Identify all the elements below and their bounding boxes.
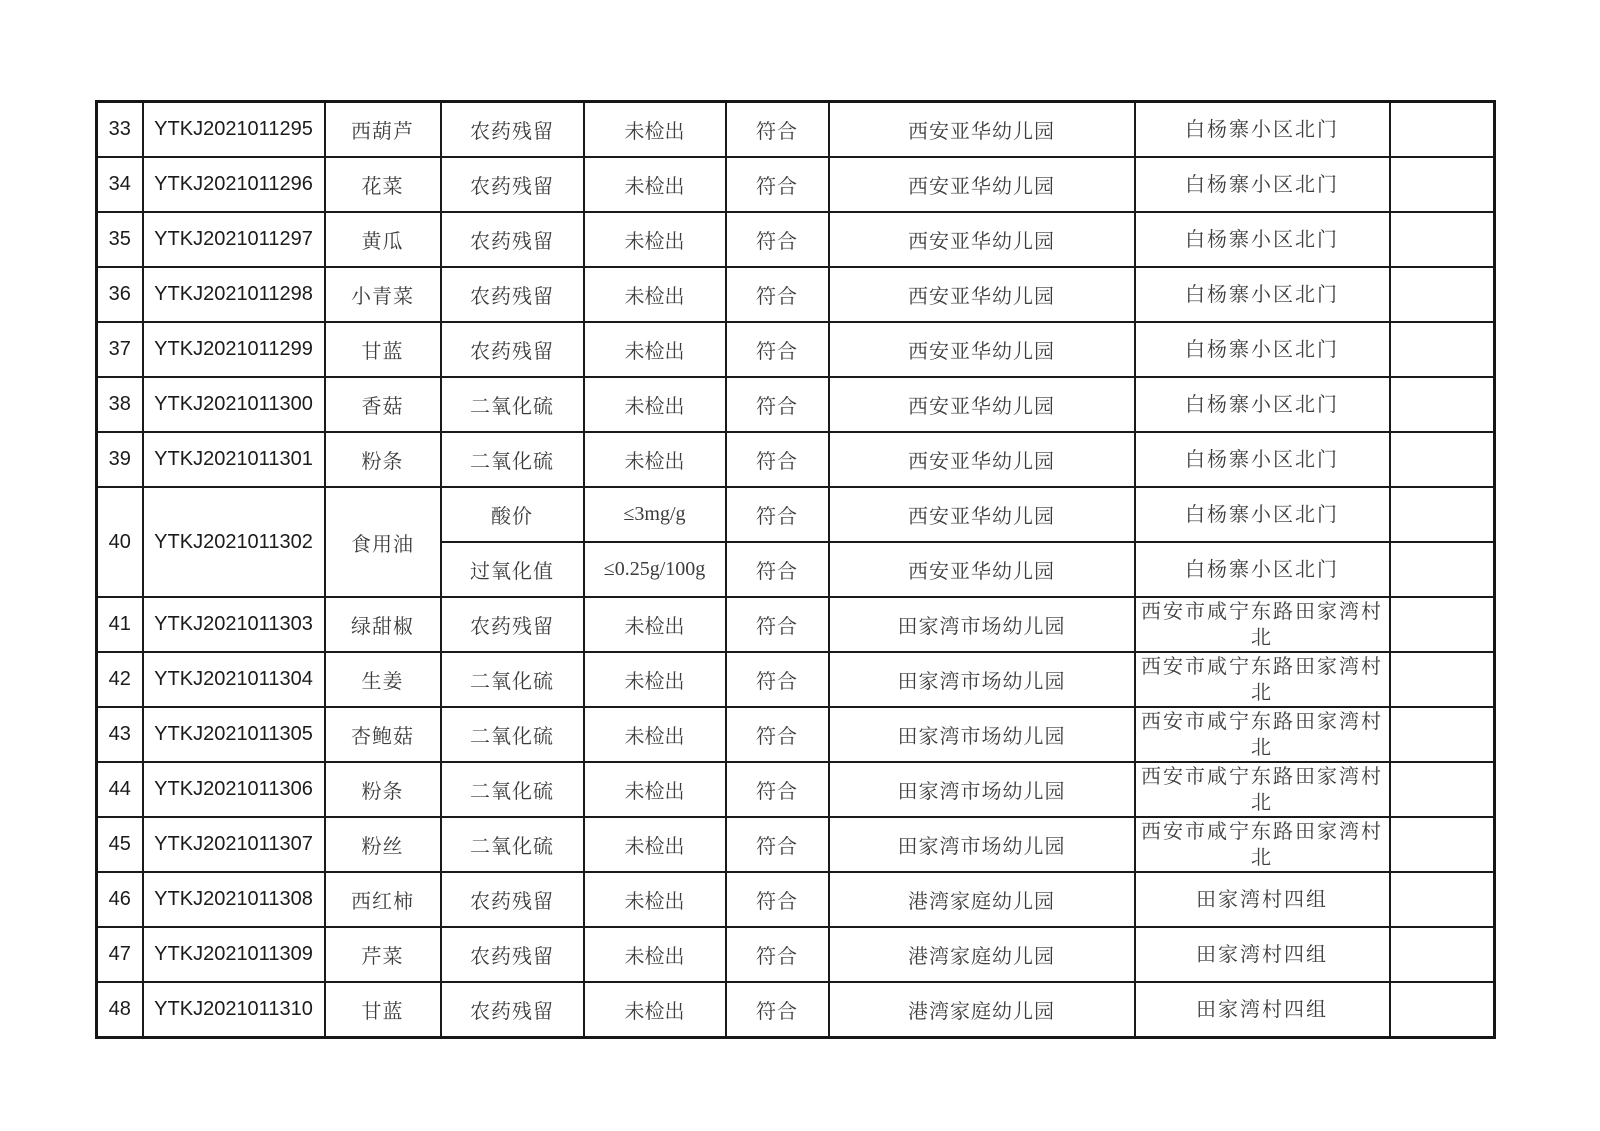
cell-conclusion: 符合	[726, 432, 829, 487]
table-row	[97, 597, 1495, 652]
cell-sample-name: 杏鲍菇	[325, 707, 441, 762]
cell-test-item: 农药残留	[441, 982, 584, 1038]
cell-unit: 西安亚华幼儿园	[829, 322, 1135, 377]
inspection-results-table	[95, 100, 1496, 1039]
cell-sample-name: 甘蓝	[325, 982, 441, 1038]
cell-sample-id: YTKJ2021011302	[143, 487, 325, 597]
cell-unit: 田家湾市场幼儿园	[829, 597, 1135, 652]
cell-test-result: 未检出	[584, 267, 726, 322]
cell-test-result: 未检出	[584, 982, 726, 1038]
cell-sample-id: YTKJ2021011310	[143, 982, 325, 1038]
cell-address: 西安市咸宁东路田家湾村北	[1135, 652, 1390, 707]
table-row	[97, 212, 1495, 267]
table-body	[97, 102, 1495, 1038]
cell-test-item: 二氧化硫	[441, 432, 584, 487]
table-row	[97, 157, 1495, 212]
cell-conclusion: 符合	[726, 927, 829, 982]
cell-sample-id: YTKJ2021011301	[143, 432, 325, 487]
cell-sample-id: YTKJ2021011303	[143, 597, 325, 652]
cell-unit: 西安亚华幼儿园	[829, 542, 1135, 597]
cell-sample-name: 香菇	[325, 377, 441, 432]
cell-address: 西安市咸宁东路田家湾村北	[1135, 597, 1390, 652]
cell-sample-id: YTKJ2021011297	[143, 212, 325, 267]
cell-unit: 田家湾市场幼儿园	[829, 817, 1135, 872]
cell-remark	[1390, 542, 1495, 597]
cell-no: 34	[97, 157, 143, 212]
cell-test-item: 二氧化硫	[441, 707, 584, 762]
table-row	[97, 707, 1495, 762]
cell-address: 白杨寨小区北门	[1135, 212, 1390, 267]
cell-sample-id: YTKJ2021011309	[143, 927, 325, 982]
cell-address: 田家湾村四组	[1135, 872, 1390, 927]
cell-no: 37	[97, 322, 143, 377]
cell-sample-id: YTKJ2021011296	[143, 157, 325, 212]
cell-sample-id: YTKJ2021011306	[143, 762, 325, 817]
table-row	[97, 927, 1495, 982]
cell-sample-name: 粉丝	[325, 817, 441, 872]
cell-unit: 西安亚华幼儿园	[829, 432, 1135, 487]
cell-remark	[1390, 322, 1495, 377]
cell-test-item: 农药残留	[441, 872, 584, 927]
cell-address: 西安市咸宁东路田家湾村北	[1135, 762, 1390, 817]
cell-test-item: 农药残留	[441, 927, 584, 982]
cell-conclusion: 符合	[726, 652, 829, 707]
cell-no: 39	[97, 432, 143, 487]
cell-test-item: 二氧化硫	[441, 652, 584, 707]
cell-test-item: 二氧化硫	[441, 377, 584, 432]
cell-test-result: 未检出	[584, 652, 726, 707]
cell-sample-id: YTKJ2021011305	[143, 707, 325, 762]
cell-unit: 田家湾市场幼儿园	[829, 762, 1135, 817]
table-row	[97, 377, 1495, 432]
cell-unit: 西安亚华幼儿园	[829, 487, 1135, 542]
table-row	[97, 322, 1495, 377]
cell-test-item: 农药残留	[441, 597, 584, 652]
cell-remark	[1390, 762, 1495, 817]
cell-no: 41	[97, 597, 143, 652]
cell-conclusion: 符合	[726, 707, 829, 762]
cell-test-result: 未检出	[584, 597, 726, 652]
cell-sample-id: YTKJ2021011300	[143, 377, 325, 432]
cell-sample-name: 西红柿	[325, 872, 441, 927]
cell-test-item: 农药残留	[441, 157, 584, 212]
cell-remark	[1390, 102, 1495, 158]
cell-sample-name: 粉条	[325, 762, 441, 817]
cell-no: 48	[97, 982, 143, 1038]
cell-remark	[1390, 652, 1495, 707]
cell-conclusion: 符合	[726, 597, 829, 652]
table-row	[97, 982, 1495, 1038]
table-row	[97, 762, 1495, 817]
cell-no: 47	[97, 927, 143, 982]
cell-sample-id: YTKJ2021011307	[143, 817, 325, 872]
cell-test-result: 未检出	[584, 817, 726, 872]
cell-unit: 西安亚华幼儿园	[829, 102, 1135, 158]
cell-no: 42	[97, 652, 143, 707]
table-row	[97, 432, 1495, 487]
cell-address: 白杨寨小区北门	[1135, 267, 1390, 322]
cell-remark	[1390, 597, 1495, 652]
cell-remark	[1390, 432, 1495, 487]
cell-conclusion: 符合	[726, 487, 829, 542]
cell-conclusion: 符合	[726, 762, 829, 817]
table-row	[97, 487, 1495, 542]
cell-conclusion: 符合	[726, 157, 829, 212]
cell-address: 白杨寨小区北门	[1135, 542, 1390, 597]
cell-test-result: ≤0.25g/100g	[584, 542, 726, 597]
cell-conclusion: 符合	[726, 542, 829, 597]
cell-conclusion: 符合	[726, 322, 829, 377]
cell-unit: 西安亚华幼儿园	[829, 212, 1135, 267]
cell-test-result: ≤3mg/g	[584, 487, 726, 542]
cell-sample-name: 甘蓝	[325, 322, 441, 377]
table-row	[97, 267, 1495, 322]
cell-remark	[1390, 927, 1495, 982]
cell-address: 白杨寨小区北门	[1135, 487, 1390, 542]
cell-unit: 港湾家庭幼儿园	[829, 982, 1135, 1038]
cell-address: 西安市咸宁东路田家湾村北	[1135, 817, 1390, 872]
cell-unit: 港湾家庭幼儿园	[829, 927, 1135, 982]
cell-no: 44	[97, 762, 143, 817]
cell-test-result: 未检出	[584, 102, 726, 158]
cell-test-item: 农药残留	[441, 102, 584, 158]
cell-conclusion: 符合	[726, 817, 829, 872]
cell-sample-id: YTKJ2021011298	[143, 267, 325, 322]
cell-conclusion: 符合	[726, 212, 829, 267]
cell-sample-name: 黄瓜	[325, 212, 441, 267]
cell-no: 36	[97, 267, 143, 322]
cell-sample-id: YTKJ2021011308	[143, 872, 325, 927]
document-page	[95, 100, 1496, 1039]
cell-unit: 港湾家庭幼儿园	[829, 872, 1135, 927]
cell-test-item: 二氧化硫	[441, 762, 584, 817]
cell-test-result: 未检出	[584, 927, 726, 982]
cell-sample-id: YTKJ2021011304	[143, 652, 325, 707]
cell-address: 白杨寨小区北门	[1135, 102, 1390, 158]
cell-address: 田家湾村四组	[1135, 982, 1390, 1038]
cell-test-item: 酸价	[441, 487, 584, 542]
cell-no: 35	[97, 212, 143, 267]
cell-test-result: 未检出	[584, 707, 726, 762]
cell-test-result: 未检出	[584, 212, 726, 267]
cell-conclusion: 符合	[726, 377, 829, 432]
cell-address: 白杨寨小区北门	[1135, 157, 1390, 212]
cell-address: 白杨寨小区北门	[1135, 377, 1390, 432]
cell-test-result: 未检出	[584, 762, 726, 817]
cell-unit: 田家湾市场幼儿园	[829, 707, 1135, 762]
cell-no: 46	[97, 872, 143, 927]
table-row	[97, 102, 1495, 158]
cell-test-result: 未检出	[584, 377, 726, 432]
cell-address: 西安市咸宁东路田家湾村北	[1135, 707, 1390, 762]
cell-sample-name: 芹菜	[325, 927, 441, 982]
cell-test-result: 未检出	[584, 157, 726, 212]
cell-conclusion: 符合	[726, 872, 829, 927]
cell-no: 45	[97, 817, 143, 872]
cell-conclusion: 符合	[726, 267, 829, 322]
cell-test-item: 二氧化硫	[441, 817, 584, 872]
cell-no: 43	[97, 707, 143, 762]
cell-test-item: 农药残留	[441, 322, 584, 377]
cell-remark	[1390, 487, 1495, 542]
cell-test-item: 过氧化值	[441, 542, 584, 597]
cell-conclusion: 符合	[726, 102, 829, 158]
cell-sample-name: 绿甜椒	[325, 597, 441, 652]
cell-remark	[1390, 817, 1495, 872]
cell-address: 田家湾村四组	[1135, 927, 1390, 982]
cell-unit: 西安亚华幼儿园	[829, 267, 1135, 322]
cell-remark	[1390, 377, 1495, 432]
cell-remark	[1390, 212, 1495, 267]
cell-sample-name: 生姜	[325, 652, 441, 707]
cell-unit: 西安亚华幼儿园	[829, 377, 1135, 432]
cell-unit: 田家湾市场幼儿园	[829, 652, 1135, 707]
table-row	[97, 652, 1495, 707]
cell-remark	[1390, 707, 1495, 762]
cell-remark	[1390, 872, 1495, 927]
cell-sample-name: 花菜	[325, 157, 441, 212]
cell-test-result: 未检出	[584, 322, 726, 377]
cell-no: 38	[97, 377, 143, 432]
cell-sample-name: 粉条	[325, 432, 441, 487]
cell-remark	[1390, 982, 1495, 1038]
cell-no: 33	[97, 102, 143, 158]
cell-sample-name: 西葫芦	[325, 102, 441, 158]
cell-sample-id: YTKJ2021011299	[143, 322, 325, 377]
cell-unit: 西安亚华幼儿园	[829, 157, 1135, 212]
cell-sample-id: YTKJ2021011295	[143, 102, 325, 158]
cell-address: 白杨寨小区北门	[1135, 322, 1390, 377]
cell-sample-name: 小青菜	[325, 267, 441, 322]
cell-address: 白杨寨小区北门	[1135, 432, 1390, 487]
cell-test-item: 农药残留	[441, 212, 584, 267]
table-row	[97, 817, 1495, 872]
cell-sample-name: 食用油	[325, 487, 441, 597]
cell-remark	[1390, 267, 1495, 322]
cell-test-result: 未检出	[584, 872, 726, 927]
cell-remark	[1390, 157, 1495, 212]
cell-test-item: 农药残留	[441, 267, 584, 322]
cell-test-result: 未检出	[584, 432, 726, 487]
table-row	[97, 872, 1495, 927]
cell-conclusion: 符合	[726, 982, 829, 1038]
cell-no: 40	[97, 487, 143, 597]
